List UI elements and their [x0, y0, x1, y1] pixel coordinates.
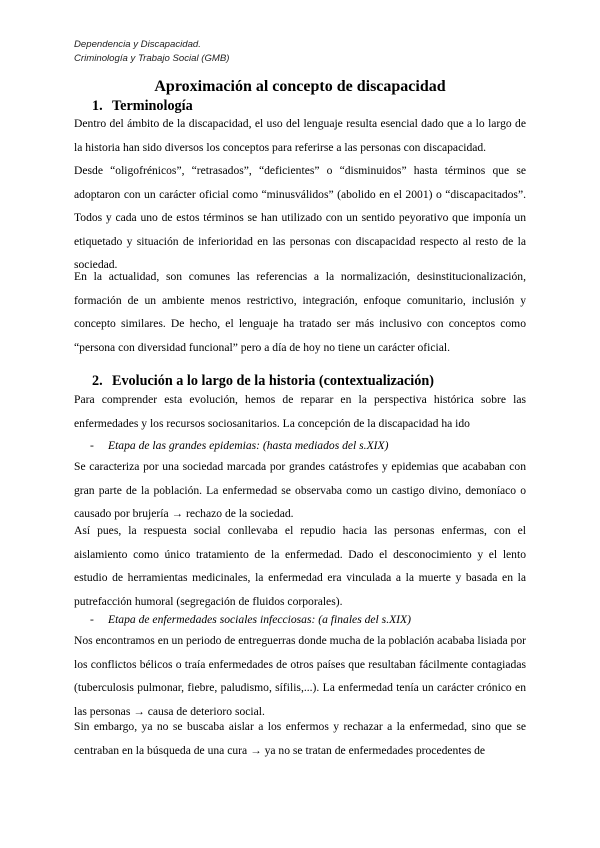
section-2-number: 2.	[92, 373, 103, 389]
stage-2-paragraph-2: Sin embargo, ya no se buscaba aislar a los enfermos y rechazar a la enfermedad, sino que se centraban en la búsqueda de una cura → ya no se tratan de enfermedades procedentes de	[74, 720, 526, 757]
section-1-title: Terminología	[112, 98, 193, 114]
header-degree: Criminología y Trabajo Social (GMB)	[74, 53, 230, 64]
header-course: Dependencia y Discapacidad.	[74, 39, 201, 50]
section-1-paragraph-3: En la actualidad, son comunes las referencias a la normalización, desinstitucionalización, formación de un ambiente menos restrictivo, integración, enfoque comunitario, inclusión y concepto similares. De hecho, el lenguaje ha tratado ser más inclusivo con conceptos como “persona con diversidad funcional” pero a día de hoy no tiene un carácter oficial.	[74, 270, 526, 354]
document-title: Aproximación al concepto de discapacidad	[154, 78, 446, 95]
stage-1-label: Etapa de las grandes epidemias: (hasta mediados del s.XIX)	[108, 439, 389, 452]
section-1-paragraph-1: Dentro del ámbito de la discapacidad, el uso del lenguaje resulta esencial dado que a lo largo de la historia han sido diversos los conceptos para referirse a las personas con discapacidad.	[74, 117, 526, 154]
section-2-title: Evolución a lo largo de la historia (contextualización)	[112, 373, 434, 389]
section-1-number: 1.	[92, 98, 103, 114]
stage-1-paragraph-1: Se caracteriza por una sociedad marcada por grandes catástrofes y epidemias que acababan con gran parte de la población. La enfermedad se observaba como un castigo divino, demoníaco o causado por brujería → rechazo de la sociedad.	[74, 460, 526, 521]
section-1-paragraph-2: Desde “oligofrénicos”, “retrasados”, “deficientes” o “disminuidos” hasta términos que se adoptaron con un carácter oficial como “minusválidos” (abolido en el 2001) o “discapacitados”. Todos y cada uno de estos términos se han utilizado con un sentido peyorativo que imponía un etiquetado y situación de inferioridad en las personas con discapacidad respecto al resto de la sociedad.	[74, 164, 526, 272]
stage-1-dash: -	[90, 439, 94, 452]
section-2-intro: Para comprender esta evolución, hemos de reparar en la perspectiva histórica sobre las enfermedades y los recursos sociosanitarios. La concepción de la discapacidad ha ido	[74, 393, 526, 430]
stage-1-paragraph-2: Así pues, la respuesta social conllevaba el repudio hacia las personas enfermas, con el aislamiento como único tratamiento de la enfermedad. Dado el desconocimiento y el lento estudio de herramientas medicinales, la enfermedad era vinculada a la muerte y basada en la putrefacción humoral (segregación de fluidos corporales).	[74, 524, 526, 608]
stage-2-dash: -	[90, 613, 94, 626]
running-header	[74, 38, 230, 66]
stage-2-paragraph-1: Nos encontramos en un periodo de entreguerras donde mucha de la población acababa lisiada por los conflictos bélicos o traía enfermedades de otros países que resultaban fácilmente contagiadas (tuberculosis pulmonar, fiebre, paludismo, sífilis,...). La enfermedad tenía un carácter crónico en las personas → causa de deterioro social.	[74, 634, 526, 718]
stage-2-label: Etapa de enfermedades sociales infecciosas: (a finales del s.XIX)	[108, 613, 411, 626]
